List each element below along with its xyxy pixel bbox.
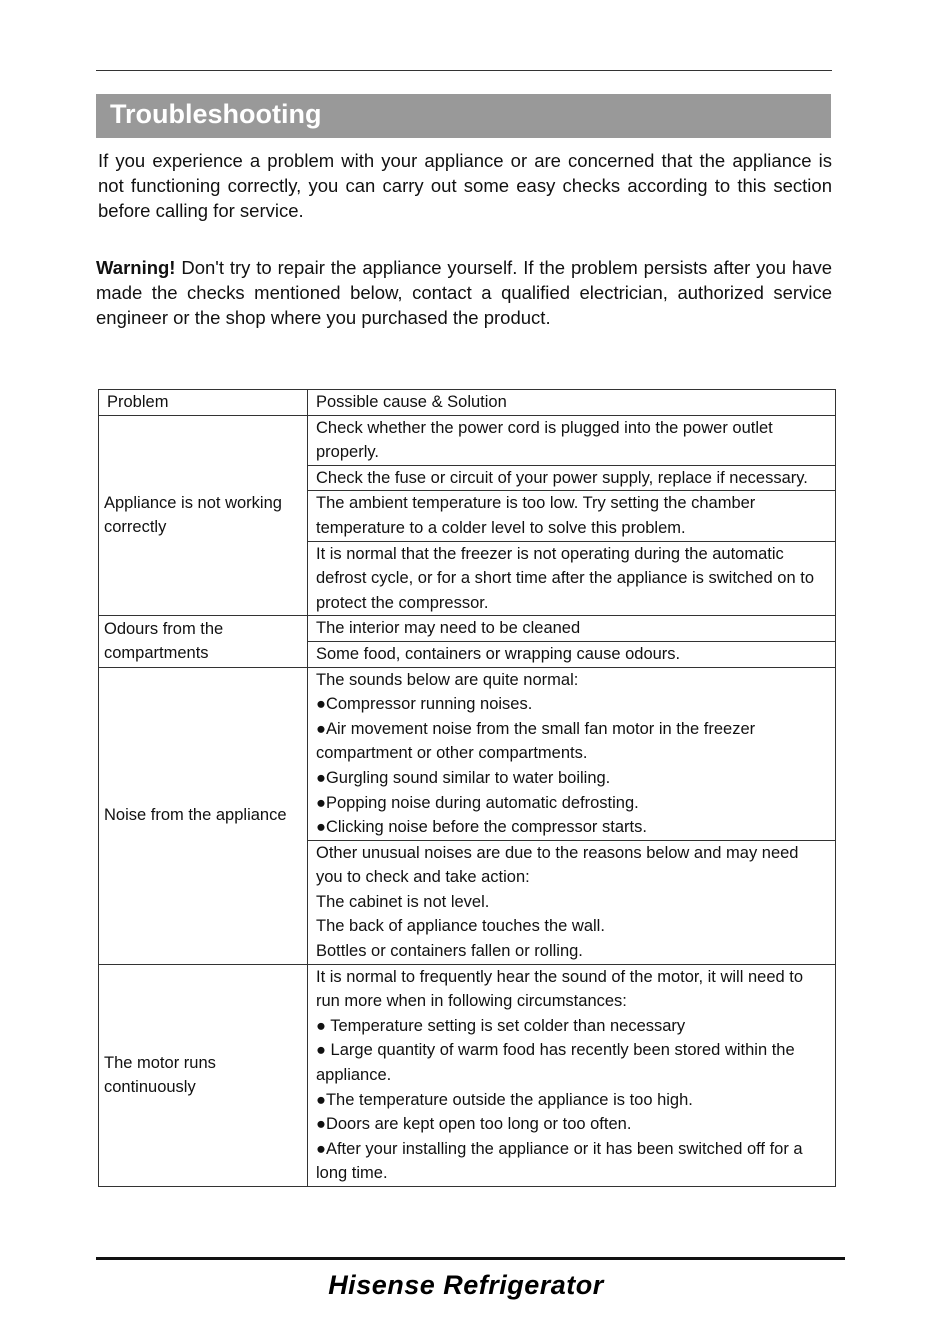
warning-paragraph bbox=[96, 255, 832, 330]
solution-cell bbox=[308, 641, 836, 667]
solution-line: ●Popping noise during automatic defrosting. bbox=[316, 793, 639, 812]
table-row bbox=[99, 415, 836, 465]
top-rule bbox=[96, 70, 832, 71]
solution-line: It is normal to frequently hear the sound of the motor, it will need to run more when in following circumstances: bbox=[316, 967, 804, 1011]
solution-line: ●Doors are kept open too long or too often. bbox=[316, 1115, 632, 1134]
solution-line: Check the fuse or circuit of your power supply, replace if necessary. bbox=[316, 468, 808, 487]
solution-cell bbox=[308, 667, 836, 840]
solution-line: The interior may need to be cleaned bbox=[316, 619, 581, 638]
table-row bbox=[99, 667, 836, 840]
solution-cell bbox=[308, 964, 836, 1186]
page-title: Troubleshooting bbox=[110, 99, 322, 129]
solution-line: Some food, containers or wrapping cause odours. bbox=[316, 644, 681, 663]
warning-text: Don't try to repair the appliance yourself. If the problem persists after you have made the checks mentioned below, contact a qualified electrician, authorized service engineer or the shop where you purchased the product. bbox=[96, 257, 832, 328]
header-solution: Possible cause & Solution bbox=[308, 390, 836, 416]
solution-line: Other unusual noises are due to the reasons below and may need you to check and take action: bbox=[316, 843, 799, 887]
solution-line: ●The temperature outside the appliance is too high. bbox=[316, 1090, 693, 1109]
solution-line: ●Gurgling sound similar to water boiling. bbox=[316, 768, 611, 787]
solution-line: ●Air movement noise from the small fan motor in the freezer compartment or other compartments. bbox=[316, 719, 756, 763]
solution-line: It is normal that the freezer is not operating during the automatic defrost cycle, or for a short time after the appliance is switched on to protect the compressor. bbox=[316, 544, 814, 612]
warning-label: Warning! bbox=[96, 257, 176, 278]
problem-cell: The motor runs continuously bbox=[99, 964, 308, 1186]
troubleshooting-table bbox=[98, 389, 836, 1187]
solution-cell bbox=[308, 465, 836, 491]
solution-line: ●Compressor running noises. bbox=[316, 695, 533, 714]
problem-cell: Odours from the compartments bbox=[99, 616, 308, 667]
header-problem: Problem bbox=[99, 390, 308, 416]
problem-cell: Noise from the appliance bbox=[99, 667, 308, 964]
table-body bbox=[99, 415, 836, 1186]
solution-line: The cabinet is not level. bbox=[316, 892, 490, 911]
intro-paragraph: If you experience a problem with your appliance or are concerned that the appliance is not functioning correctly, you can carry out some easy checks according to this section before calling for service. bbox=[98, 150, 832, 221]
solution-line: ● Large quantity of warm food has recently been stored within the appliance. bbox=[316, 1041, 795, 1085]
footer-brand: Hisense Refrigerator bbox=[328, 1270, 604, 1300]
solution-line: ●After your installing the appliance or it has been switched off for a long time. bbox=[316, 1139, 803, 1183]
solution-line: The back of appliance touches the wall. bbox=[316, 917, 605, 936]
section-title-bar bbox=[96, 94, 831, 138]
table-row bbox=[99, 616, 836, 642]
solution-cell bbox=[308, 491, 836, 541]
solution-line: ● Temperature setting is set colder than necessary bbox=[316, 1016, 686, 1035]
problem-cell: Appliance is not working correctly bbox=[99, 415, 308, 616]
solution-line: The ambient temperature is too low. Try setting the chamber temperature to a colder level to solve this problem. bbox=[316, 494, 756, 537]
solution-line: Bottles or containers fallen or rolling. bbox=[316, 942, 583, 961]
solution-cell bbox=[308, 840, 836, 964]
table-header-row bbox=[99, 390, 836, 416]
solution-line: Check whether the power cord is plugged into the power outlet properly. bbox=[316, 418, 773, 462]
solution-line: The sounds below are quite normal: bbox=[316, 670, 579, 689]
table-row bbox=[99, 964, 836, 1186]
solution-cell bbox=[308, 616, 836, 642]
bottom-rule bbox=[96, 1257, 845, 1260]
solution-line: ●Clicking noise before the compressor starts. bbox=[316, 818, 647, 837]
solution-cell bbox=[308, 415, 836, 465]
solution-cell bbox=[308, 541, 836, 616]
